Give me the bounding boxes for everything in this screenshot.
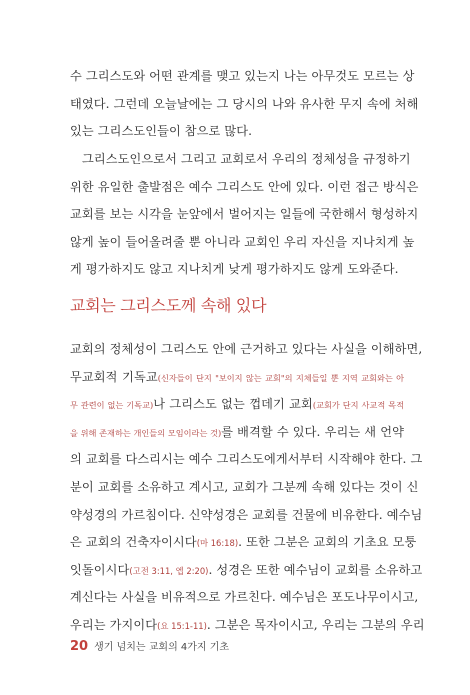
text-line: [70, 612, 425, 640]
page-number: 20: [70, 639, 89, 654]
paragraph-continued: [70, 63, 419, 146]
text-line: 계신다는 사실을 비유적으로 가르친다. 예수님은 포도나무이시고,: [70, 590, 419, 605]
section-heading: 교회는 그리스도께 속해 있다: [70, 296, 267, 315]
text-line: [70, 419, 404, 447]
scripture-reference: (마 16:18): [196, 538, 239, 549]
text-line: 태였다. 그런데 오늘날에는 그 당시의 나와 유사한 무지 속에 처해: [70, 96, 419, 111]
paragraph-church-belongs: [70, 336, 425, 640]
term-christless-church: 나 그리스도 없는 껍데기 교회: [153, 397, 313, 412]
text-span: . 성경은 또한 예수님이 교회를 소유하고: [208, 562, 423, 577]
paragraph-identity: [70, 146, 419, 284]
text-line: [70, 364, 404, 392]
text-line: 그리스도인으로서 그리고 교회로서 우리의 정체성을 규정하기: [82, 152, 411, 166]
text-line: [70, 529, 417, 557]
text-line: 분이 교회를 소유하고 계시고, 교회가 그분께 속해 있다는 것이 신: [70, 479, 419, 494]
running-title: 생기 넘치는 교회의 4가지 기초: [94, 642, 230, 653]
text-line: 교회의 정체성이 그리스도 안에 근거하고 있다는 사실을 이해하면,: [70, 342, 423, 356]
term-churchless-christianity: 무교회적 기독교: [70, 369, 158, 384]
text-span: 를 배격할 수 있다. 우리는 새 언약: [221, 424, 405, 439]
annotation: (교회가 단지 사교적 목적: [312, 400, 405, 411]
annotation: 무 관련이 없는 기독교): [70, 400, 154, 411]
text-line: 위한 유일한 출발점은 예수 그리스도 안에 있다. 이런 접근 방식은: [70, 179, 419, 194]
text-line: 있는 그리스도인들이 참으로 많다.: [70, 124, 253, 139]
text-span: 우리는 가지이다: [70, 617, 158, 632]
text-line: [70, 391, 404, 419]
annotation: (신자들이 단지 "보이지 않는 교회"의 지체들일 뿐 지역 교회와는 아: [157, 372, 404, 383]
text-line: 수 그리스도와 어떤 관계를 맺고 있는지 나는 아무것도 모르는 상: [70, 69, 415, 83]
text-line: 않게 높이 들어올려줄 뿐 아니라 교회인 우리 자신을 지나치게 높: [70, 234, 415, 249]
annotation: 을 위해 존재하는 개인들의 모임이라는 것): [70, 427, 222, 438]
text-line: [70, 557, 423, 585]
text-span: . 그분은 목자이시고, 우리는 그분의 우리: [206, 617, 425, 632]
text-span: . 또한 그분은 교회의 기초요 모퉁: [238, 535, 417, 550]
text-span: 은 교회의 건축자이시다: [70, 535, 197, 550]
text-line: 교회를 보는 시각을 눈앞에서 벌어지는 일들에 국한해서 형성하지: [70, 207, 419, 222]
text-line: 의 교회를 다스리시는 예수 그리스도에게서부터 시작해야 한다. 그: [70, 452, 423, 467]
scripture-reference: (고전 3:11, 엡 2:20): [129, 565, 209, 576]
page-footer: [70, 638, 229, 654]
text-line: 약성경의 가르침이다. 신약성경은 교회를 건물에 비유한다. 예수님: [70, 507, 423, 522]
scripture-reference: (요 15:1-11): [157, 620, 207, 631]
text-span: 잇돌이시다: [70, 562, 130, 577]
text-line: 게 평가하지도 않고 지나치게 낮게 평가하지도 않게 도와준다.: [70, 262, 399, 277]
